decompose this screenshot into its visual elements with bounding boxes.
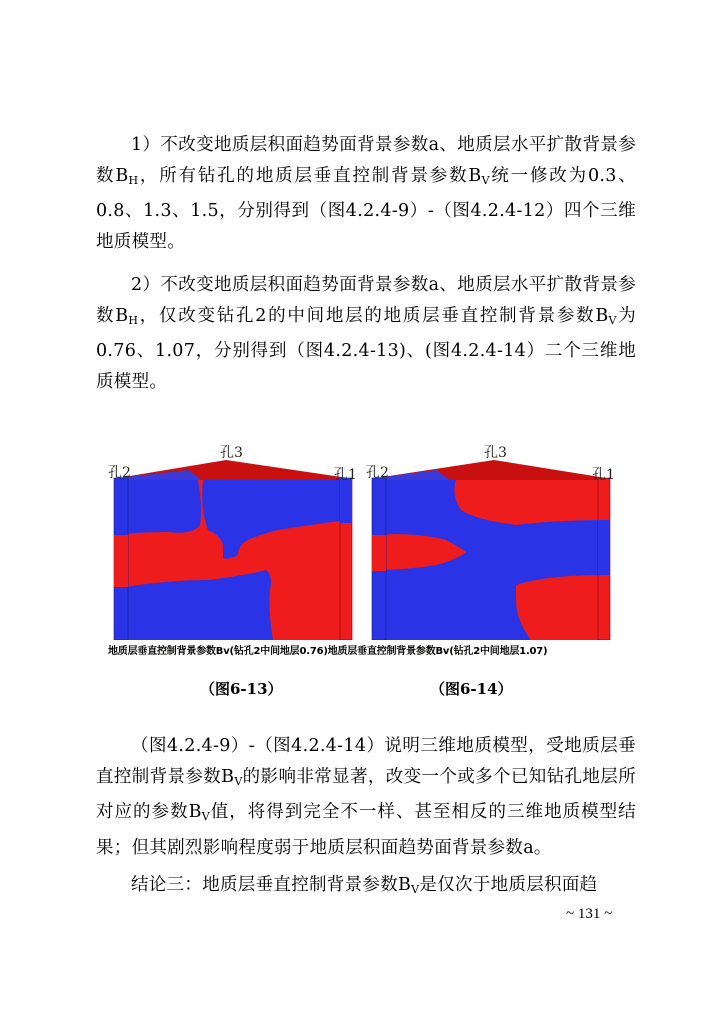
p2-sub-b: V (608, 313, 617, 327)
p4-text-b: 是仅次于地质层积面趋 (419, 875, 598, 895)
p4-text-a: 结论三：地质层垂直控制背景参数B (131, 875, 412, 895)
hole-2-label: 孔2 (108, 465, 131, 481)
red-layer-lower-right (516, 575, 606, 640)
p1-text-c: 统一修改为0.3、0.8、1.3、1.5，分别得到（图4.2.4-9）-（图4.2.4-12）四个三维地质模型。 (96, 165, 636, 253)
p3-sub-a: V (234, 774, 243, 788)
p4-sub-a: V (411, 883, 420, 896)
hole-3-label: 孔3 (220, 445, 243, 461)
borehole-2-middle-layer (372, 535, 386, 571)
p3-text-a: （图4.2.4-9）-（图4.2.4-14）说明三维地质模型，受地质层垂直控制背景参数B (96, 736, 636, 787)
paragraph-2 (96, 270, 636, 398)
geologic-model-figure-6-13 (108, 440, 358, 640)
hole-2-label: 孔2 (366, 465, 389, 481)
p1-text-a: 1）不改变地质层积面趋势面背景参数a、地质层水平扩散背景参数B (96, 135, 636, 186)
hole-1-label: 孔1 (334, 467, 357, 483)
p2-text-c: 为0.76、1.07，分别得到（图4.2.4-13)、(图4.2.4-14）二个三维地质模型。 (96, 305, 636, 393)
figure-caption-strip: 地质层垂直控制背景参数Bv(钻孔2中间地层0.76)地质层垂直控制背景参数Bv(钻孔2中间地层1.07) (108, 646, 548, 657)
paragraph-4 (96, 870, 636, 906)
hole-1-label: 孔1 (592, 467, 615, 483)
p1-sub-b: V (481, 173, 490, 187)
p1-sub-a: H (128, 173, 139, 187)
p2-sub-a: H (128, 313, 139, 327)
page-number: ~ 131 ~ (566, 906, 613, 922)
borehole-2-middle-layer (114, 535, 128, 587)
figure-6-13-number: （图6-13） (200, 680, 283, 698)
geologic-model-6-14-graphic (366, 440, 616, 640)
hole-3-label: 孔3 (484, 445, 507, 461)
p3-text-b: 的影响非常显著，改变一个或多个已知钻孔地层所对应的参数B (96, 766, 636, 823)
geologic-model-6-13-graphic (108, 440, 358, 640)
figure-6-14-number: （图6-14） (430, 680, 513, 698)
p2-text-a: 2）不改变地质层积面趋势面背景参数a、地质层水平扩散背景参数B (96, 275, 636, 326)
blue-layer-upper-left (118, 480, 201, 535)
geologic-model-figure-6-14 (366, 440, 616, 640)
borehole-1-top-layer (340, 478, 352, 523)
borehole-1-middle-layer (598, 520, 610, 575)
p3-sub-b: V (201, 810, 211, 824)
p3-text-c: 值，将得到完全不一样、甚至相反的三维地质模型结果；但其剧烈影响程度弱于地质层积面趋势面背景参数a。 (96, 802, 636, 859)
p1-text-b: ，所有钻孔的地质层垂直控制背景参数B (138, 165, 482, 186)
p2-text-b: ，仅改变钻孔2的中间地层的地质层垂直控制背景参数B (138, 305, 609, 326)
paragraph-3 (96, 731, 636, 864)
paragraph-1 (96, 130, 636, 258)
